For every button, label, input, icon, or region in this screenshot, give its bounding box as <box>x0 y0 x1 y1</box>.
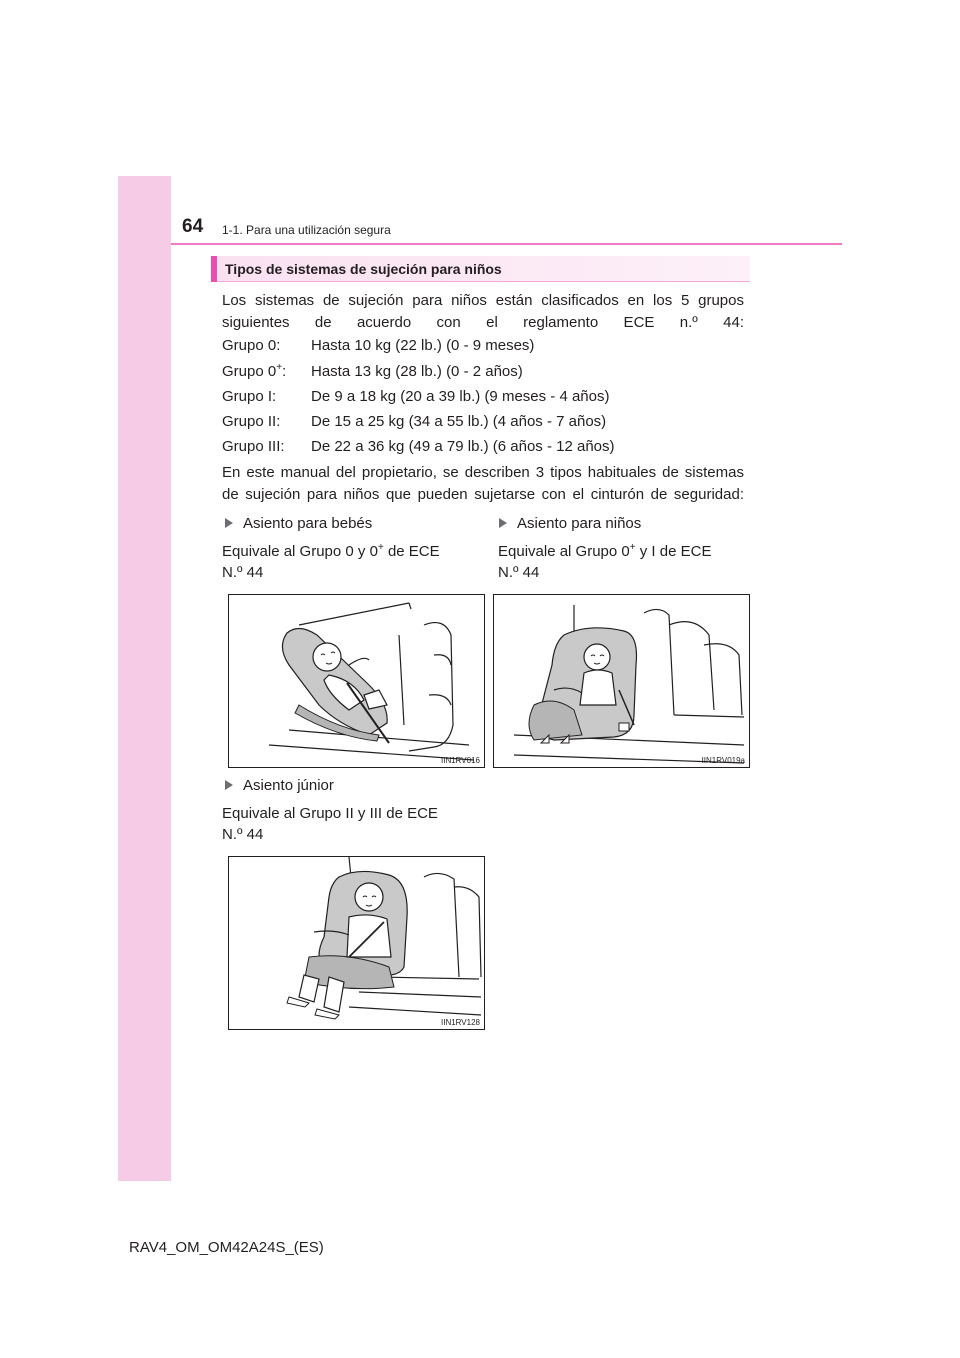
seat-title-infant: Asiento para bebés <box>225 513 372 535</box>
group-text: De 9 a 18 kg (20 a 39 lb.) (9 meses - 4 años) <box>311 388 610 405</box>
document-footer-code: RAV4_OM_OM42A24S_(ES) <box>129 1239 324 1256</box>
header-rule <box>171 243 842 245</box>
intro-paragraph: Los sistemas de sujeción para niños están clasificados en los 5 grupos siguientes de acuerdo con el reglamento ECE n.º 44: <box>222 292 744 331</box>
figure-junior-seat <box>228 856 485 1030</box>
group-label: Grupo 0+: <box>222 362 287 380</box>
group-text: Hasta 10 kg (22 lb.) (0 - 9 meses) <box>311 337 535 354</box>
seat-title-junior: Asiento júnior <box>225 775 334 797</box>
group-label: Grupo III: <box>222 438 285 455</box>
figure-code: IIN1RV019a <box>701 756 745 765</box>
group-row <box>222 361 523 383</box>
junior-seat-illustration <box>229 857 484 1029</box>
figure-code: IIN1RV128 <box>441 1018 480 1027</box>
figure-code: IIN1RV016 <box>441 756 480 765</box>
seat-title-child: Asiento para niños <box>499 513 641 535</box>
section-heading-text: Tipos de sistemas de sujeción para niños <box>225 261 502 277</box>
seat-equivalence-junior: Equivale al Grupo II y III de ECE N.º 44 <box>222 805 438 843</box>
child-seat-illustration <box>494 595 749 767</box>
group-label: Grupo II: <box>222 413 281 430</box>
section-heading <box>211 256 750 282</box>
figure-infant-seat <box>228 594 485 768</box>
group-row <box>222 436 615 458</box>
group-text: De 15 a 25 kg (34 a 55 lb.) (4 años - 7 años) <box>311 413 607 430</box>
triangle-bullet-icon <box>225 518 233 528</box>
group-text: Hasta 13 kg (28 lb.) (0 - 2 años) <box>311 363 523 380</box>
infant-seat-illustration <box>229 595 484 767</box>
group-row <box>222 335 534 357</box>
group-row <box>222 386 609 408</box>
heading-accent <box>211 256 217 282</box>
group-text: De 22 a 36 kg (49 a 79 lb.) (6 años - 12 años) <box>311 438 615 455</box>
group-label: Grupo I: <box>222 388 277 405</box>
section-title: 1-1. Para una utilización segura <box>222 223 391 237</box>
triangle-bullet-icon <box>499 518 507 528</box>
triangle-bullet-icon <box>225 780 233 790</box>
page-number: 64 <box>182 216 204 237</box>
description-paragraph: En este manual del propietario, se describen 3 tipos habituales de sistemas de sujeción para niños que pueden sujetarse con el cinturón de seguridad: <box>222 464 744 503</box>
seat-equivalence-child: Equivale al Grupo 0+ y I de ECE N.º 44 <box>498 542 712 581</box>
seat-equivalence-infant: Equivale al Grupo 0 y 0+ de ECE N.º 44 <box>222 542 440 581</box>
group-row <box>222 411 606 433</box>
side-tab-bar <box>118 176 171 1181</box>
figure-child-seat <box>493 594 750 768</box>
group-label: Grupo 0: <box>222 337 281 354</box>
